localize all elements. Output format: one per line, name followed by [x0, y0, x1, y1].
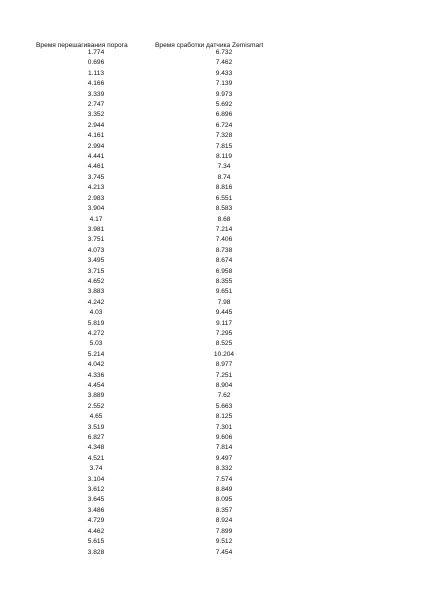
sensor-time-cell: 8.674 — [215, 257, 233, 265]
table-row — [0, 256, 424, 266]
threshold-time-cell: 3.745 — [87, 173, 105, 181]
table-row — [0, 48, 424, 58]
table-row — [0, 194, 424, 204]
sensor-time-cell: 8.74 — [217, 173, 231, 181]
table-row — [0, 475, 424, 485]
sensor-time-cell: 6.896 — [215, 111, 233, 119]
table-row — [0, 339, 424, 349]
threshold-time-cell: 3.612 — [87, 486, 105, 494]
threshold-time-cell: 3.883 — [87, 288, 105, 296]
threshold-time-cell: 3.339 — [87, 90, 105, 98]
table-row — [0, 204, 424, 214]
table-row — [0, 152, 424, 162]
table-row — [0, 131, 424, 141]
table-row — [0, 454, 424, 464]
sensor-time-cell: 7.899 — [215, 527, 233, 535]
sensor-time-cell: 6.724 — [215, 121, 233, 129]
threshold-time-cell: 4.454 — [87, 382, 105, 389]
sensor-time-cell: 8.849 — [215, 486, 233, 494]
threshold-time-cell: 5.615 — [87, 538, 105, 546]
table-row — [0, 350, 424, 360]
table-row — [0, 464, 424, 474]
threshold-time-cell: 4.462 — [87, 527, 105, 535]
sensor-time-cell: 5.663 — [215, 402, 233, 410]
sensor-time-cell: 9.445 — [215, 309, 233, 317]
column-header-threshold-time: Время перешагивания порога — [36, 42, 128, 49]
sensor-time-cell: 9.651 — [215, 288, 233, 296]
table-row — [0, 329, 424, 339]
table-row — [0, 225, 424, 235]
threshold-time-cell: 2.983 — [87, 194, 105, 202]
sensor-time-cell: 8.738 — [215, 246, 233, 254]
sensor-time-cell: 8.583 — [215, 205, 233, 213]
table-row — [0, 412, 424, 422]
threshold-time-cell: 3.828 — [87, 548, 105, 556]
sensor-time-cell: 6.551 — [215, 194, 233, 202]
sensor-time-cell: 7.574 — [215, 475, 233, 483]
sensor-time-cell: 7.34 — [217, 163, 231, 171]
threshold-time-cell: 4.65 — [89, 413, 103, 421]
sensor-time-cell: 9.497 — [215, 454, 233, 462]
threshold-time-cell: 4.336 — [87, 371, 105, 379]
table-row — [0, 277, 424, 287]
table-row — [0, 402, 424, 412]
sensor-time-cell: 9.512 — [215, 538, 233, 546]
threshold-time-cell: 4.348 — [87, 444, 105, 452]
sensor-time-cell: 6.732 — [215, 49, 233, 56]
sensor-time-cell: 9.973 — [215, 90, 233, 98]
threshold-time-cell: 4.03 — [89, 309, 103, 317]
table-row — [0, 548, 424, 558]
sensor-time-cell: 8.119 — [215, 153, 232, 161]
table-row — [0, 371, 424, 381]
sensor-time-cell: 7.62 — [217, 392, 231, 400]
threshold-time-cell: 3.486 — [87, 506, 105, 514]
sensor-time-cell: 9.606 — [215, 434, 233, 442]
table-row — [0, 485, 424, 495]
table-row — [0, 79, 424, 89]
threshold-time-cell: 4.17 — [89, 215, 103, 223]
threshold-time-cell: 6.827 — [87, 434, 105, 442]
table-row — [0, 100, 424, 110]
table-row — [0, 173, 424, 183]
sensor-time-cell: 8.332 — [215, 465, 233, 473]
table-row — [0, 506, 424, 516]
threshold-time-cell: 3.104 — [87, 475, 105, 483]
data-rows — [0, 48, 424, 558]
sensor-time-cell: 9.433 — [215, 69, 233, 77]
threshold-time-cell: 3.889 — [87, 392, 105, 400]
table-row — [0, 537, 424, 547]
sensor-time-cell: 9.117 — [215, 319, 232, 327]
threshold-time-cell: 4.042 — [87, 361, 105, 369]
threshold-time-cell: 4.166 — [87, 80, 105, 88]
threshold-time-cell: 5.819 — [87, 319, 105, 327]
table-row — [0, 69, 424, 79]
table-row — [0, 246, 424, 256]
table-row — [0, 110, 424, 120]
table-row — [0, 391, 424, 401]
threshold-time-cell: 3.715 — [87, 267, 105, 275]
threshold-time-cell: 2.944 — [87, 121, 105, 129]
threshold-time-cell: 5.214 — [87, 350, 105, 358]
column-header-sensor-time: Время сработки датчика Zemismart — [155, 42, 264, 49]
sensor-time-cell: 7.406 — [215, 236, 233, 244]
sensor-time-cell: 8.357 — [215, 506, 233, 514]
sensor-time-cell: 6.958 — [215, 267, 233, 275]
sensor-time-cell: 7.251 — [215, 371, 233, 379]
threshold-time-cell: 3.519 — [87, 423, 105, 431]
table-row — [0, 90, 424, 100]
threshold-time-cell: 2.747 — [87, 101, 105, 109]
sensor-time-cell: 8.904 — [215, 382, 233, 389]
table-row — [0, 298, 424, 308]
threshold-time-cell: 4.272 — [87, 329, 105, 337]
table-row — [0, 235, 424, 245]
sensor-time-cell: 10.204 — [213, 350, 235, 358]
threshold-time-cell: 3.352 — [87, 111, 105, 119]
sensor-time-cell: 7.814 — [215, 444, 233, 452]
sensor-time-cell: 7.214 — [215, 225, 233, 233]
table-row — [0, 423, 424, 433]
sensor-time-cell: 8.125 — [215, 413, 233, 421]
sensor-time-cell: 7.815 — [215, 142, 233, 150]
threshold-time-cell: 4.441 — [87, 153, 105, 161]
sensor-time-cell: 7.139 — [215, 80, 233, 88]
table-row — [0, 381, 424, 391]
threshold-time-cell: 5.03 — [89, 340, 103, 348]
threshold-time-cell: 3.751 — [87, 236, 105, 244]
table-row — [0, 360, 424, 370]
table-row — [0, 267, 424, 277]
table-row — [0, 319, 424, 329]
table-row — [0, 516, 424, 526]
threshold-time-cell: 4.461 — [87, 163, 105, 171]
sensor-time-cell: 8.525 — [215, 340, 233, 348]
table-row — [0, 308, 424, 318]
sensor-time-cell: 8.68 — [217, 215, 231, 223]
threshold-time-cell: 3.904 — [87, 205, 105, 213]
threshold-time-cell: 4.073 — [87, 246, 105, 254]
threshold-time-cell: 4.521 — [87, 454, 105, 462]
sensor-time-cell: 7.295 — [215, 329, 233, 337]
table-row — [0, 495, 424, 505]
sensor-time-cell: 7.301 — [215, 423, 233, 431]
threshold-time-cell: 4.161 — [87, 132, 105, 140]
threshold-time-cell: 3.645 — [87, 496, 105, 504]
sensor-time-cell: 8.355 — [215, 277, 233, 285]
sensor-time-cell: 8.816 — [215, 184, 233, 192]
table-row — [0, 142, 424, 152]
threshold-time-cell: 1.113 — [87, 69, 104, 77]
table-row — [0, 443, 424, 453]
table-row — [0, 58, 424, 68]
threshold-time-cell: 4.652 — [87, 277, 105, 285]
table-row — [0, 121, 424, 131]
sensor-time-cell: 7.454 — [215, 548, 233, 556]
sensor-time-cell: 7.462 — [215, 59, 233, 67]
threshold-time-cell: 2.552 — [87, 402, 105, 410]
sensor-time-cell: 8.924 — [215, 517, 233, 525]
sensor-time-cell: 7.98 — [217, 298, 231, 306]
threshold-time-cell: 3.74 — [89, 465, 103, 473]
threshold-time-cell: 4.242 — [87, 298, 105, 306]
sensor-time-cell: 7.328 — [215, 132, 233, 140]
table-row — [0, 433, 424, 443]
sensor-time-cell: 8.095 — [215, 496, 233, 504]
table-row — [0, 527, 424, 537]
threshold-time-cell: 0.696 — [87, 59, 105, 67]
threshold-time-cell: 3.495 — [87, 257, 105, 265]
threshold-time-cell: 1.774 — [87, 49, 105, 56]
threshold-time-cell: 2.994 — [87, 142, 105, 150]
threshold-time-cell: 3.981 — [87, 225, 105, 233]
table-row — [0, 215, 424, 225]
table-row — [0, 183, 424, 193]
sensor-time-cell: 5.692 — [215, 101, 233, 109]
table-row — [0, 162, 424, 172]
threshold-time-cell: 4.213 — [87, 184, 105, 192]
table-row — [0, 287, 424, 297]
threshold-time-cell: 4.729 — [87, 517, 105, 525]
sensor-time-cell: 8.977 — [215, 361, 233, 369]
